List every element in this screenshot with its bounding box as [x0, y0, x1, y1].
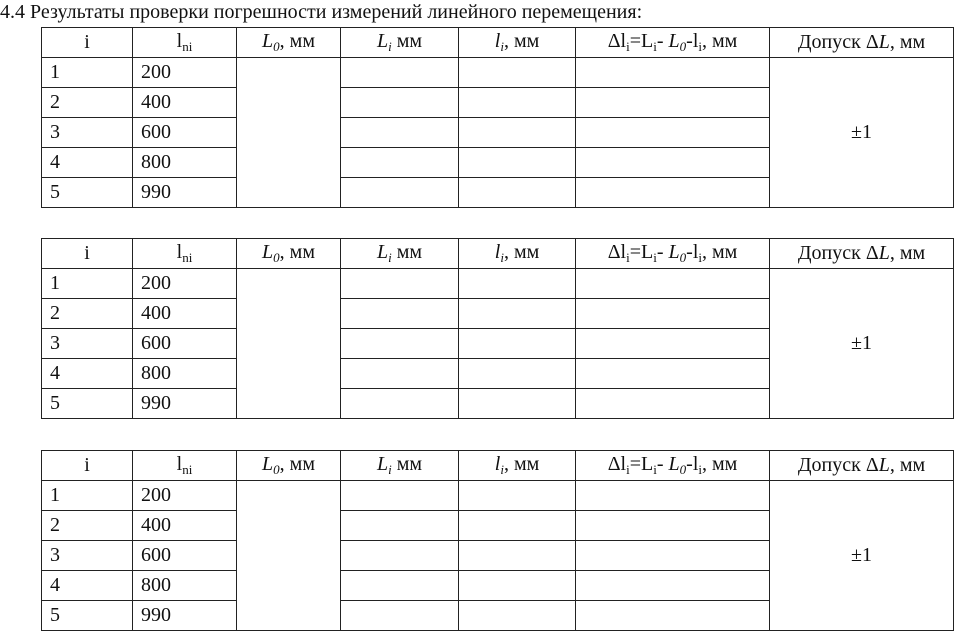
cell-delta-empty — [576, 359, 770, 389]
cell-delta-empty — [576, 511, 770, 541]
cell-delta-empty — [576, 148, 770, 178]
header-subscript: 0 — [273, 39, 280, 54]
cell-Li-empty — [341, 329, 459, 359]
cell-li-empty — [459, 389, 576, 419]
table-row — [42, 481, 954, 511]
header-subscript: i — [500, 462, 504, 477]
table-row — [42, 269, 954, 299]
cell-index: 4 — [42, 359, 133, 389]
cell-tolerance: ±1 — [770, 269, 954, 419]
header-text: мм — [391, 241, 423, 263]
cell-li-empty — [459, 329, 576, 359]
cell-delta-empty — [576, 541, 770, 571]
header-delta — [576, 28, 770, 58]
header-tolerance — [770, 451, 954, 481]
header-text: Допуск Δ — [797, 242, 879, 264]
header-text: - — [656, 241, 669, 263]
cell-li-empty — [459, 148, 576, 178]
cell-li-empty — [459, 601, 576, 631]
header-subscript: 0 — [679, 39, 687, 54]
cell-delta-empty — [576, 601, 770, 631]
header-subscript: i — [653, 39, 657, 54]
header-text: i — [84, 454, 90, 476]
header-text: -l — [686, 30, 699, 52]
header-i — [42, 239, 133, 269]
cell-L0-empty — [237, 481, 341, 631]
header-text: , мм — [503, 30, 540, 52]
cell-index: 2 — [42, 299, 133, 329]
cell-index: 1 — [42, 269, 133, 299]
header-symbol: l — [494, 241, 501, 263]
cell-li-empty — [459, 88, 576, 118]
cell-li-empty — [459, 299, 576, 329]
header-subscript: i — [388, 250, 392, 265]
header-subscript: i — [626, 250, 630, 265]
table-header-row — [42, 451, 954, 481]
header-text: i — [84, 31, 90, 53]
cell-li-empty — [459, 481, 576, 511]
cell-lni: 800 — [133, 359, 237, 389]
cell-delta-empty — [576, 481, 770, 511]
cell-index: 3 — [42, 118, 133, 148]
cell-Li-empty — [341, 118, 459, 148]
cell-Li-empty — [341, 389, 459, 419]
table-row — [42, 58, 954, 88]
cell-li-empty — [459, 269, 576, 299]
cell-L0-empty — [237, 58, 341, 208]
cell-Li-empty — [341, 601, 459, 631]
header-text: , мм — [889, 454, 926, 476]
header-subscript: i — [626, 39, 630, 54]
cell-lni: 200 — [133, 481, 237, 511]
header-text: Δl — [607, 453, 627, 475]
cell-delta-empty — [576, 269, 770, 299]
cell-delta-empty — [576, 118, 770, 148]
cell-delta-empty — [576, 389, 770, 419]
cell-Li-empty — [341, 511, 459, 541]
header-subscript: i — [698, 250, 702, 265]
cell-Li-empty — [341, 178, 459, 208]
header-symbol: l — [494, 453, 501, 475]
cell-lni: 990 — [133, 389, 237, 419]
header-text: =L — [629, 30, 654, 52]
cell-lni: 400 — [133, 88, 237, 118]
cell-lni: 990 — [133, 178, 237, 208]
cell-li-empty — [459, 178, 576, 208]
cell-Li-empty — [341, 481, 459, 511]
header-subscript: i — [653, 462, 657, 477]
cell-Li-empty — [341, 571, 459, 601]
header-Li — [341, 451, 459, 481]
cell-index: 2 — [42, 88, 133, 118]
header-li — [459, 239, 576, 269]
header-lni — [133, 451, 237, 481]
cell-li-empty — [459, 359, 576, 389]
measurement-table — [41, 450, 954, 631]
header-text: , мм — [279, 453, 315, 475]
header-subscript: i — [698, 462, 702, 477]
cell-lni: 990 — [133, 601, 237, 631]
header-text: Допуск Δ — [797, 454, 879, 476]
header-symbol: L — [262, 30, 274, 52]
cell-lni: 200 — [133, 269, 237, 299]
header-text: -l — [686, 453, 699, 475]
cell-delta-empty — [576, 299, 770, 329]
cell-index: 4 — [42, 571, 133, 601]
cell-Li-empty — [341, 359, 459, 389]
header-delta — [576, 451, 770, 481]
header-subscript: ni — [182, 39, 193, 54]
cell-lni: 200 — [133, 58, 237, 88]
measurement-table — [41, 238, 954, 419]
cell-li-empty — [459, 511, 576, 541]
cell-li-empty — [459, 58, 576, 88]
header-symbol: L — [668, 30, 680, 52]
header-text: , мм — [279, 241, 315, 263]
table-header-row — [42, 28, 954, 58]
header-li — [459, 28, 576, 58]
cell-lni: 800 — [133, 148, 237, 178]
cell-Li-empty — [341, 269, 459, 299]
header-text: Допуск Δ — [797, 31, 879, 53]
header-delta — [576, 239, 770, 269]
cell-index: 5 — [42, 389, 133, 419]
header-lni — [133, 28, 237, 58]
header-text: l — [176, 453, 183, 475]
cell-lni: 600 — [133, 118, 237, 148]
cell-delta-empty — [576, 178, 770, 208]
header-text: - — [656, 453, 669, 475]
header-text: Δl — [607, 30, 627, 52]
header-text: =L — [629, 453, 654, 475]
header-text: мм — [391, 30, 423, 52]
header-tolerance — [770, 28, 954, 58]
cell-li-empty — [459, 571, 576, 601]
cell-index: 1 — [42, 481, 133, 511]
cell-L0-empty — [237, 269, 341, 419]
header-text: , мм — [702, 30, 738, 52]
header-symbol: L — [668, 241, 680, 263]
header-i — [42, 451, 133, 481]
header-li — [459, 451, 576, 481]
cell-Li-empty — [341, 148, 459, 178]
header-subscript: i — [500, 39, 504, 54]
header-L0 — [237, 451, 341, 481]
header-L0 — [237, 28, 341, 58]
header-tolerance — [770, 239, 954, 269]
header-symbol: L — [878, 454, 890, 476]
cell-delta-empty — [576, 571, 770, 601]
header-lni — [133, 239, 237, 269]
header-text: мм — [391, 453, 423, 475]
header-symbol: L — [878, 31, 890, 53]
header-subscript: i — [626, 462, 630, 477]
cell-delta-empty — [576, 58, 770, 88]
cell-index: 2 — [42, 511, 133, 541]
header-subscript: i — [500, 250, 504, 265]
header-i — [42, 28, 133, 58]
cell-index: 5 — [42, 601, 133, 631]
cell-lni: 400 — [133, 299, 237, 329]
header-text: , мм — [702, 453, 738, 475]
cell-tolerance: ±1 — [770, 58, 954, 208]
header-text: - — [656, 30, 669, 52]
header-text: , мм — [503, 241, 540, 263]
header-symbol: L — [668, 453, 680, 475]
cell-delta-empty — [576, 329, 770, 359]
cell-tolerance: ±1 — [770, 481, 954, 631]
header-symbol: l — [494, 30, 501, 52]
cell-index: 5 — [42, 178, 133, 208]
header-subscript: i — [388, 462, 392, 477]
header-text: , мм — [503, 453, 540, 475]
cell-delta-empty — [576, 88, 770, 118]
header-subscript: i — [653, 250, 657, 265]
cell-lni: 800 — [133, 571, 237, 601]
cell-index: 4 — [42, 148, 133, 178]
cell-li-empty — [459, 541, 576, 571]
header-Li — [341, 239, 459, 269]
cell-Li-empty — [341, 299, 459, 329]
header-subscript: i — [698, 39, 702, 54]
header-text: , мм — [279, 30, 315, 52]
header-symbol: L — [878, 242, 890, 264]
header-symbol: L — [262, 453, 274, 475]
cell-Li-empty — [341, 88, 459, 118]
measurement-table — [41, 27, 954, 208]
header-text: , мм — [889, 31, 926, 53]
header-symbol: L — [376, 30, 389, 52]
header-text: =L — [629, 241, 654, 263]
header-text: l — [176, 30, 183, 52]
header-subscript: 0 — [679, 462, 687, 477]
header-Li — [341, 28, 459, 58]
header-subscript: 0 — [679, 250, 687, 265]
cell-lni: 600 — [133, 329, 237, 359]
header-text: i — [84, 242, 90, 264]
header-symbol: L — [262, 241, 274, 263]
header-text: , мм — [702, 241, 738, 263]
cell-lni: 400 — [133, 511, 237, 541]
header-symbol: L — [376, 453, 389, 475]
cell-Li-empty — [341, 58, 459, 88]
header-subscript: 0 — [273, 250, 280, 265]
header-L0 — [237, 239, 341, 269]
table-header-row — [42, 239, 954, 269]
header-subscript: 0 — [273, 462, 280, 477]
header-text: -l — [686, 241, 699, 263]
header-subscript: ni — [182, 462, 193, 477]
cell-lni: 600 — [133, 541, 237, 571]
cell-index: 1 — [42, 58, 133, 88]
header-text: Δl — [607, 241, 627, 263]
cell-index: 3 — [42, 329, 133, 359]
header-subscript: i — [388, 39, 392, 54]
header-text: , мм — [889, 242, 926, 264]
cell-Li-empty — [341, 541, 459, 571]
cell-li-empty — [459, 118, 576, 148]
header-symbol: L — [376, 241, 389, 263]
header-subscript: ni — [182, 250, 193, 265]
header-text: l — [176, 241, 183, 263]
section-heading: 4.4 Результаты проверки погрешности измерений линейного перемещения: — [0, 1, 643, 23]
cell-index: 3 — [42, 541, 133, 571]
